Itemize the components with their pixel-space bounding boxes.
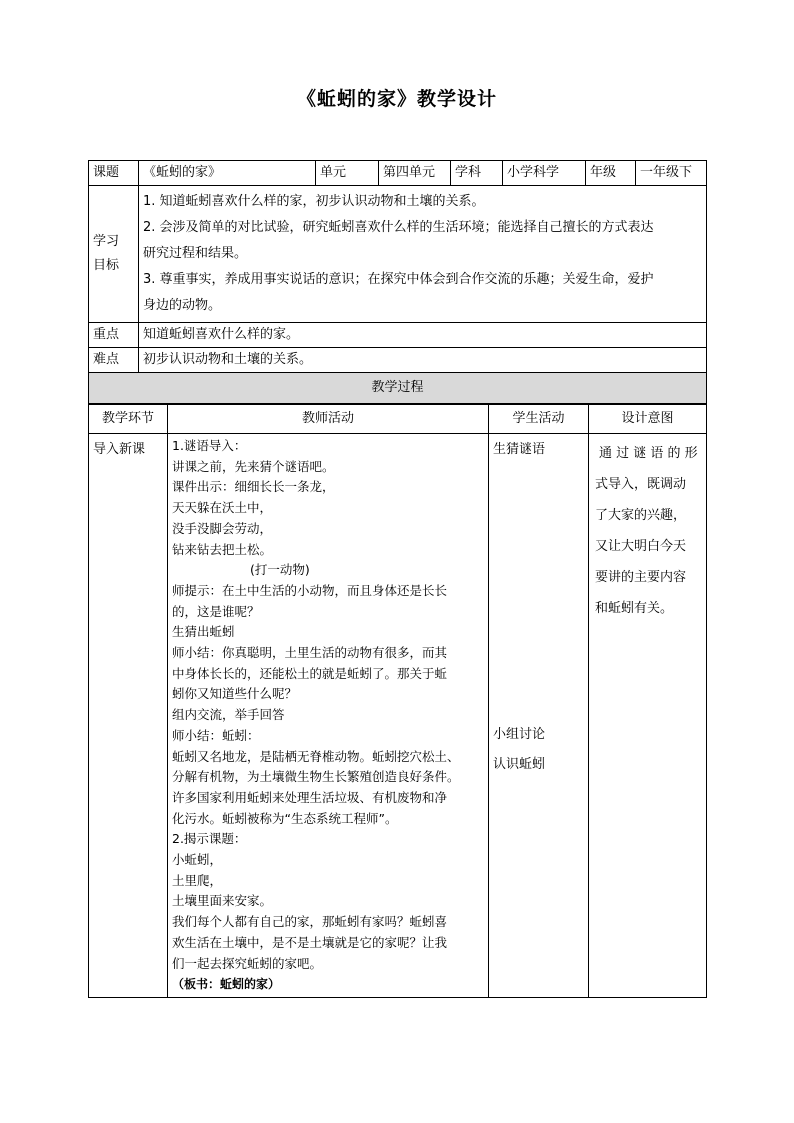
difficulty-label: 难点 xyxy=(89,348,139,373)
teacher-line: 土里爬， xyxy=(172,872,223,888)
teacher-line: 中身体长长的，还能松土的就是蚯蚓了。那关于蚯 xyxy=(172,665,448,681)
student-line: 小组讨论 xyxy=(493,727,546,742)
student-activity xyxy=(489,434,589,998)
teacher-activity xyxy=(168,434,489,998)
difficulty-row xyxy=(89,348,707,373)
objective-line: 3. 尊重事实，养成用事实说话的意识；在探究中体会到合作交流的乐趣；关爱生命，爱护 xyxy=(143,272,654,287)
key-point-value: 知道蚯蚓喜欢什么样的家。 xyxy=(139,323,707,348)
grade-value: 一年级下 xyxy=(636,161,707,186)
intent-line: 了大家的兴趣， xyxy=(595,508,687,523)
teacher-line: 1.谜语导入： xyxy=(172,438,247,453)
process-header-row xyxy=(89,405,707,434)
intent-line: 式导入，既调动 xyxy=(595,477,687,492)
header-design-intent: 设计意图 xyxy=(589,405,707,434)
teacher-line: 小蚯蚓， xyxy=(172,852,223,868)
student-line: 认识蚯蚓 xyxy=(493,757,546,772)
teacher-line: 化污水。蚯蚓被称为“生态系统工程师”。 xyxy=(172,810,398,826)
difficulty-value: 初步认识动物和土壤的关系。 xyxy=(139,348,707,373)
header-stage: 教学环节 xyxy=(89,405,168,434)
intent-line: 又让大明白今天 xyxy=(595,539,687,554)
objective-line: 2. 会涉及简单的对比试验，研究蚯蚓喜欢什么样的生活环境；能选择自己擅长的方式表达 xyxy=(143,220,654,235)
teaching-process-table xyxy=(88,404,707,998)
objectives-label xyxy=(89,186,139,323)
teacher-line: 们一起去探究蚯蚓的家吧。 xyxy=(172,955,323,971)
stage-name: 导入新课 xyxy=(89,434,168,998)
process-title-row xyxy=(89,373,707,404)
teacher-line: 欢生活在土壤中，是不是土壤就是它的家呢？让我 xyxy=(172,934,448,950)
teacher-line: 生猜出蚯蚓 xyxy=(172,624,235,640)
objectives-row xyxy=(89,186,707,323)
intent-line: 和蚯蚓有关。 xyxy=(595,601,674,616)
lesson-info-table xyxy=(88,160,707,404)
teacher-line: 师小结：你真聪明，土里生活的动物有很多，而其 xyxy=(172,645,448,661)
subject-value: 小学科学 xyxy=(503,161,586,186)
teacher-line: 蚯蚓又名地龙，是陆栖无脊椎动物。蚯蚓挖穴松土、 xyxy=(172,748,460,764)
subject-label: 学科 xyxy=(451,161,503,186)
teacher-line: 师提示：在土中生活的小动物，而且身体还是长长 xyxy=(172,582,448,598)
grade-label: 年级 xyxy=(586,161,636,186)
unit-label: 单元 xyxy=(316,161,379,186)
teacher-line: 蚓你又知道些什么呢？ xyxy=(172,686,298,702)
objective-line: 身边的动物。 xyxy=(143,298,222,313)
teacher-line: 的，这是谁呢？ xyxy=(172,603,260,619)
process-section-title: 教学过程 xyxy=(89,373,707,404)
key-point-label: 重点 xyxy=(89,323,139,348)
blackboard-note: （板书：蚯蚓的家） xyxy=(172,977,281,992)
teacher-line: 组内交流，举手回答 xyxy=(172,707,285,723)
info-row xyxy=(89,161,707,186)
unit-value: 第四单元 xyxy=(379,161,451,186)
teacher-line: 分解有机物，为土壤微生物生长繁殖创造良好条件。 xyxy=(172,769,460,785)
teacher-line: 许多国家利用蚯蚓来处理生活垃圾、有机废物和净 xyxy=(172,789,448,805)
header-student-activity: 学生活动 xyxy=(489,405,589,434)
teacher-line: 课件出示：细细长长一条龙， xyxy=(172,479,335,495)
objective-line: 1. 知道蚯蚓喜欢什么样的家，初步认识动物和土壤的关系。 xyxy=(143,194,485,209)
teacher-line: 土壤里面来安家。 xyxy=(172,893,273,909)
teacher-line: (打一动物) xyxy=(250,562,310,578)
document-title: 《蚯蚓的家》教学设计 xyxy=(296,88,497,110)
header-teacher-activity: 教师活动 xyxy=(168,405,489,434)
teacher-line: 钻来钻去把土松。 xyxy=(172,541,273,557)
teacher-line: 没手没脚会劳动， xyxy=(172,520,273,536)
intent-line: 要讲的主要内容 xyxy=(595,570,687,585)
intent-line: 通 过 谜 语 的 形 xyxy=(599,446,698,461)
topic-label: 课题 xyxy=(89,161,139,186)
objectives-label-line: 学习 xyxy=(93,234,120,249)
objectives-label-line: 目标 xyxy=(93,258,120,273)
objective-line: 研究过程和结果。 xyxy=(143,246,248,261)
key-point-row xyxy=(89,323,707,348)
objectives-content xyxy=(139,186,707,323)
teacher-line: 讲课之前，先来猜个谜语吧。 xyxy=(172,458,335,474)
teacher-line: 师小结：蚯蚓： xyxy=(172,727,260,743)
design-intent xyxy=(589,434,707,998)
teacher-line: 我们每个人都有自己的家，那蚯蚓有家吗？蚯蚓喜 xyxy=(172,914,448,930)
process-row-intro xyxy=(89,434,707,998)
teacher-line: 2.揭示课题： xyxy=(172,831,247,847)
teacher-line: 天天躲在沃土中， xyxy=(172,500,273,516)
student-line: 生猜谜语 xyxy=(493,442,546,457)
topic-value: 《蚯蚓的家》 xyxy=(139,161,316,186)
